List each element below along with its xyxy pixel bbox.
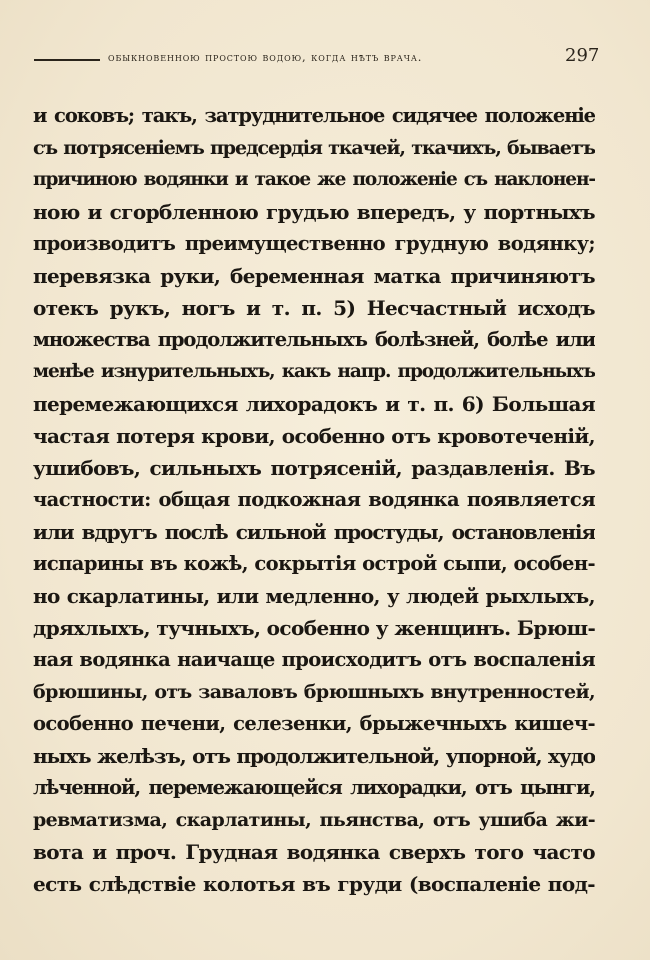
text-line: или вдругъ послѣ сильной простуды, остановленія [33, 520, 595, 544]
page-number: 297 [565, 45, 600, 66]
text-line: менѣе изнурительныхъ, какъ напр. продолжительныхъ [33, 361, 595, 382]
text-line: брюшины, отъ заваловъ брюшныхъ внутренностей, [33, 681, 595, 703]
text-line: дряхлыхъ, тучныхъ, особенно у женщинъ. Брюш- [33, 616, 595, 640]
running-head-title: обыкновенною простою водою, когда нѣтъ врача. [108, 50, 423, 64]
text-line: вота и проч. Грудная водянка сверхъ того часто [33, 840, 595, 864]
text-line: причиною водянки и такое же положеніе съ наклонен- [33, 169, 595, 190]
text-line: особенно печени, селезенки, брыжечныхъ кишеч- [33, 712, 595, 735]
text-line: ревматизма, скарлатины, пьянства, отъ ушиба жи- [33, 809, 595, 831]
text-line: съ потрясеніемъ предсердія ткачей, ткачихъ, бываетъ [33, 137, 595, 159]
text-line: есть слѣдствіе колотья въ груди (воспаленіе под- [33, 872, 595, 896]
text-line: ныхъ желѣзъ, отъ продолжительной, упорной, худо [33, 744, 595, 768]
text-line: производитъ преимущественно грудную водянку; [33, 232, 595, 255]
text-line: ною и сгорбленною грудью впередъ, у портныхъ [33, 200, 595, 224]
text-line: частности: общая подкожная водянка появляется [33, 488, 595, 511]
text-line: отекъ рукъ, ногъ и т. п. 5) Несчастный исходъ [33, 296, 595, 320]
body-text [33, 100, 595, 900]
text-line: множества продолжительныхъ болѣзней, болѣе или [33, 328, 595, 351]
text-line: ушибовъ, сильныхъ потрясеній, раздавленія. Въ [33, 456, 595, 480]
text-line: и соковъ; такъ, затруднительное сидячее положеніе [33, 104, 595, 127]
text-line: ная водянка наичаще происходитъ отъ воспаленія [33, 648, 595, 671]
text-line: перевязка руки, беременная матка причиняютъ [33, 264, 595, 288]
running-head [0, 44, 650, 74]
text-line: лѣченной, перемежающейся лихорадки, отъ цынги, [33, 776, 595, 799]
text-line: испарины въ кожѣ, сокрытія острой сыпи, особен- [33, 552, 595, 575]
text-line: частая потеря крови, особенно отъ кровотеченій, [33, 424, 595, 448]
text-line: перемежающихся лихорадокъ и т. п. 6) Большая [33, 392, 595, 416]
text-line: но скарлатины, или медленно, у людей рыхлыхъ, [33, 584, 595, 608]
header-rule [34, 59, 100, 61]
